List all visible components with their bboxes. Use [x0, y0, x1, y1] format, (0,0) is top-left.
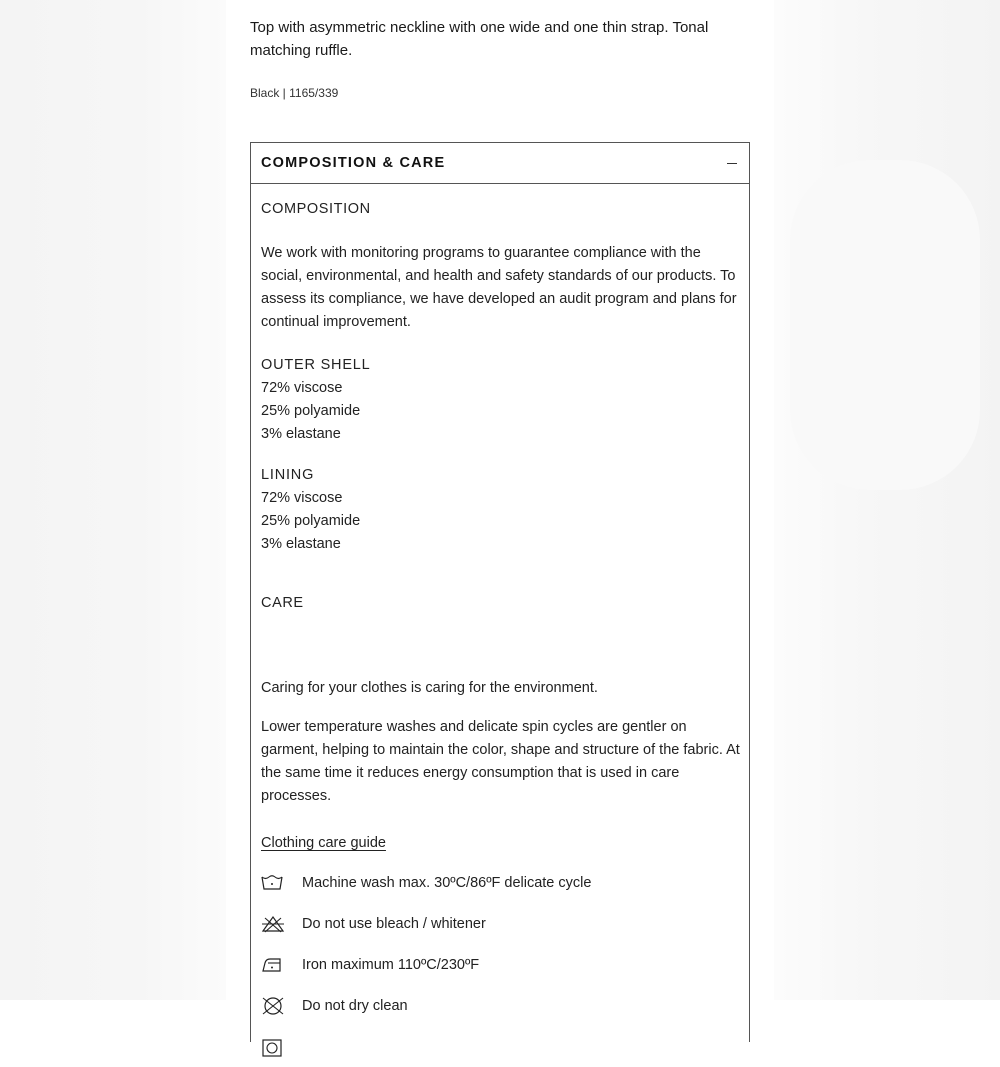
composition-paragraph: We work with monitoring programs to guarantee compliance with the social, environmental, and health and safety standards of our products. To assess its compliance, we have developed an audit program and plans for continual improvement.: [261, 245, 737, 330]
care-instruction-text: Do not use bleach / whitener: [302, 915, 486, 932]
machine-wash-icon: [261, 872, 287, 894]
care-instructions-list: [261, 862, 741, 1067]
care-instruction-row: [261, 944, 741, 985]
care-instruction-row: [261, 1026, 741, 1067]
outer-shell-item: 3% elastane: [261, 426, 341, 442]
iron-icon: [261, 954, 287, 976]
lining-item: 25% polyamide: [261, 513, 361, 529]
outer-shell-item: 25% polyamide: [261, 403, 361, 419]
care-instruction-row: [261, 903, 741, 944]
care-paragraph: Lower temperature washes and delicate spin cycles are gentler on garment, helping to maintain the color, shape and structure of the fabric. At the same time it reduces energy consumption that is used in care processes.: [261, 719, 740, 804]
care-intro: Caring for your clothes is caring for the environment.: [261, 680, 598, 696]
care-instruction-row: [261, 985, 741, 1026]
product-image-right: [774, 0, 1000, 1000]
product-info: [226, 0, 774, 1014]
composition-care-panel: [250, 142, 750, 1042]
composition-care-header[interactable]: [251, 143, 749, 184]
product-reference: Black | 1165/339: [250, 86, 339, 100]
care-instruction-text: Iron maximum 110ºC/230ºF: [302, 956, 480, 973]
lining-item: 72% viscose: [261, 490, 343, 506]
panel-title: COMPOSITION & CARE: [261, 155, 446, 171]
care-instruction-text: Do not dry clean: [302, 997, 408, 1014]
composition-heading: COMPOSITION: [261, 201, 371, 217]
no-bleach-icon: [261, 913, 287, 935]
care-heading: CARE: [261, 595, 304, 611]
outer-shell-label: OUTER SHELL: [261, 357, 371, 373]
outer-shell-item: 72% viscose: [261, 380, 343, 396]
clothing-care-guide-link[interactable]: Clothing care guide: [261, 835, 386, 851]
lining-label: LINING: [261, 467, 315, 483]
tumble-dry-icon: [261, 1036, 287, 1058]
no-dry-clean-icon: [261, 995, 287, 1017]
product-description: Top with asymmetric neckline with one wide and one thin strap. Tonal matching ruffle.: [250, 19, 709, 59]
lining-block: [261, 464, 360, 556]
care-instruction-text: Machine wash max. 30ºC/86ºF delicate cycle: [302, 874, 592, 891]
outer-shell-block: [261, 354, 371, 446]
product-image-left: [0, 0, 226, 1000]
collapse-minus-icon[interactable]: [727, 163, 737, 164]
care-instruction-row: [261, 862, 741, 903]
lining-item: 3% elastane: [261, 536, 341, 552]
